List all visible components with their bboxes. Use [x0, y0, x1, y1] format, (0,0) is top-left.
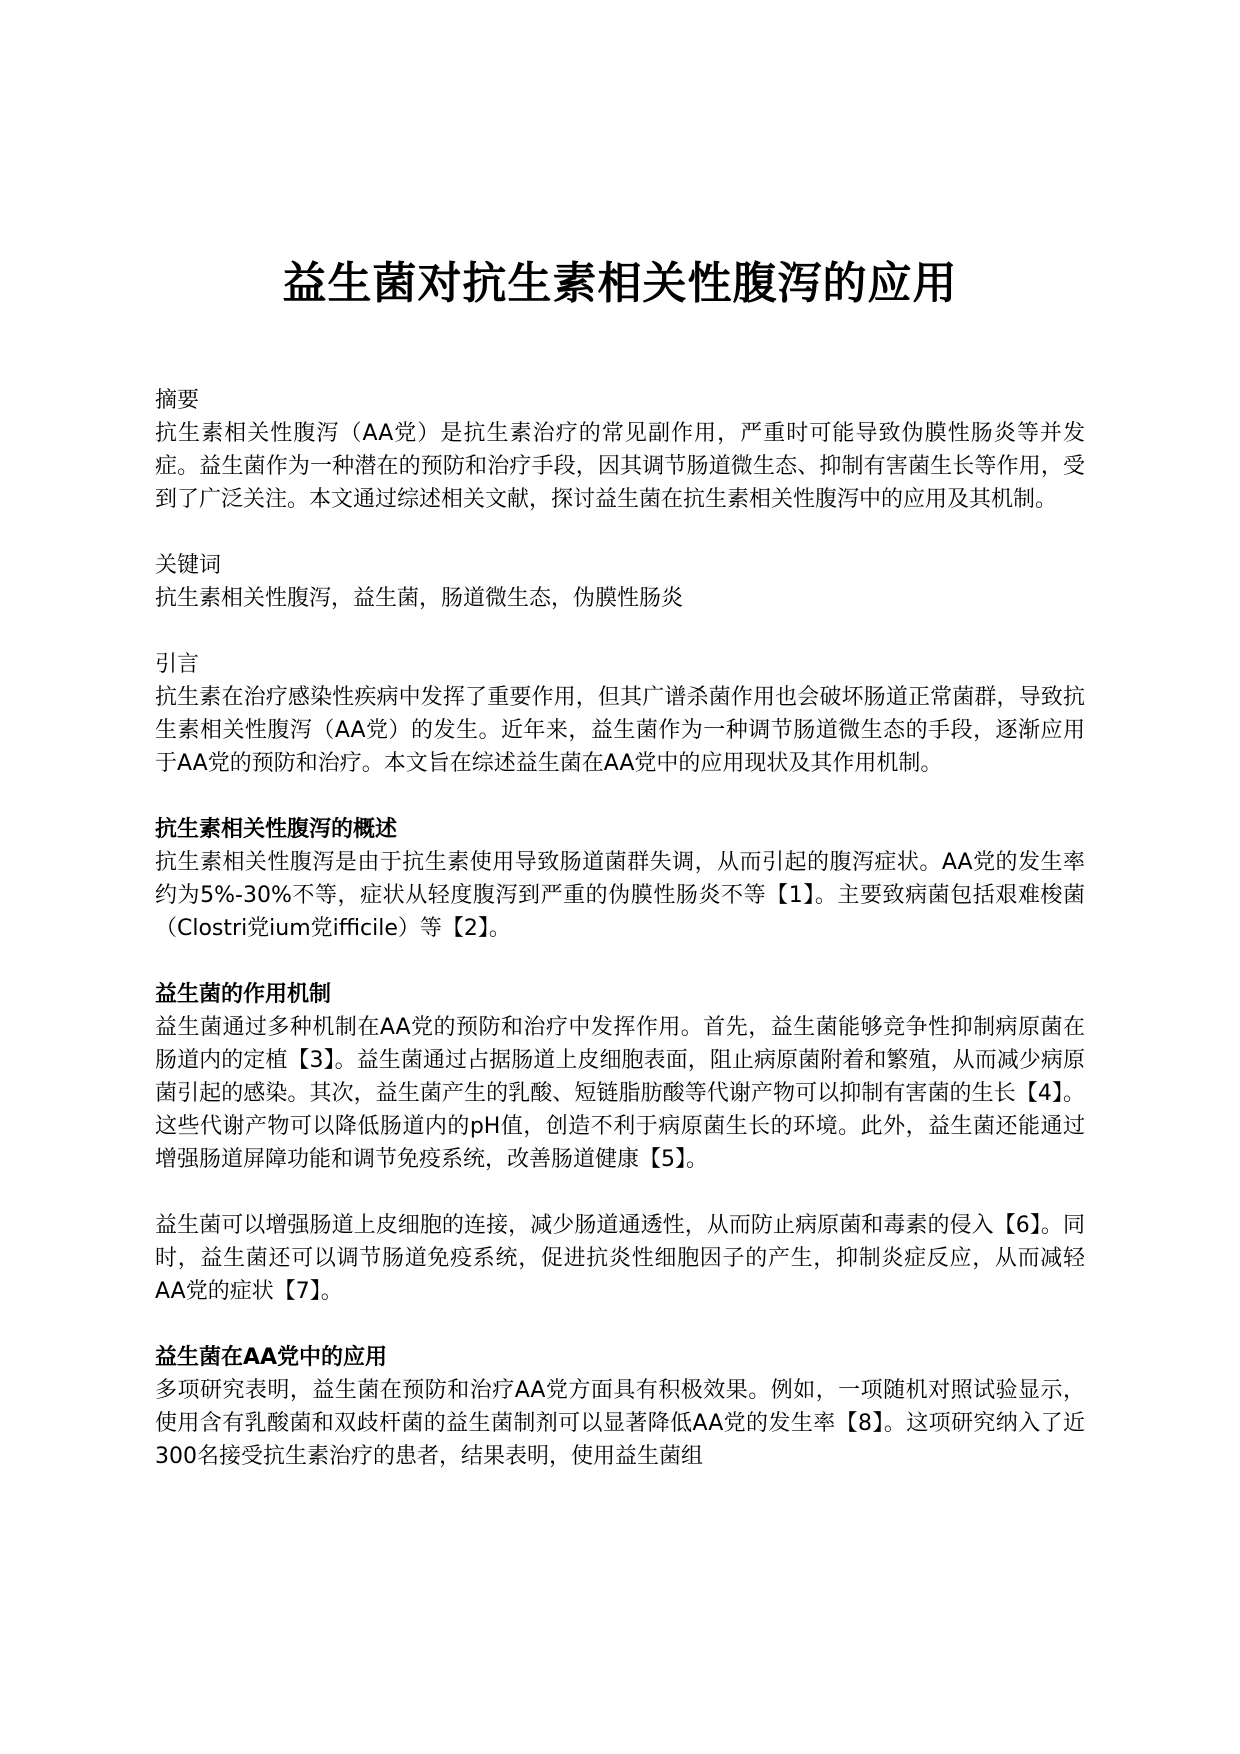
- section-introduction: [155, 648, 1085, 780]
- mechanism-paragraph-1: 益生菌通过多种机制在AA党的预防和治疗中发挥作用。首先，益生菌能够竞争性抑制病原菌在肠道内的定植【3】。益生菌通过占据肠道上皮细胞表面，阻止病原菌附着和繁殖，从而减少病原菌引起的感染。其次，益生菌产生的乳酸、短链脂肪酸等代谢产物可以抑制有害菌的生长【4】。这些代谢产物可以降低肠道内的pH值，创造不利于病原菌生长的环境。此外，益生菌还能通过增强肠道屏障功能和调节免疫系统，改善肠道健康【5】。: [155, 1015, 1085, 1172]
- mechanism-paragraph-2: 益生菌可以增强肠道上皮细胞的连接，减少肠道通透性，从而防止病原菌和毒素的侵入【6】。同时，益生菌还可以调节肠道免疫系统，促进抗炎性细胞因子的产生，抑制炎症反应，从而减轻AA党的症状【7】。: [155, 1213, 1085, 1304]
- application-paragraph: 多项研究表明，益生菌在预防和治疗AA党方面具有积极效果。例如，一项随机对照试验显示，使用含有乳酸菌和双歧杆菌的益生菌制剂可以显著降低AA党的发生率【8】。这项研究纳入了近300名接受抗生素治疗的患者，结果表明，使用益生菌组: [155, 1378, 1085, 1469]
- overview-paragraph: 抗生素相关性腹泻是由于抗生素使用导致肠道菌群失调，从而引起的腹泻症状。AA党的发生率约为5%-30%不等，症状从轻度腹泻到严重的伪膜性肠炎不等【1】。主要致病菌包括艰难梭菌（Clostri党ium党ifficile）等【2】。: [155, 850, 1085, 941]
- section-heading-mechanism: 益生菌的作用机制: [155, 982, 332, 1007]
- section-abstract: [155, 384, 1085, 516]
- section-overview: [155, 813, 1085, 945]
- section-heading-abstract: 摘要: [155, 388, 200, 413]
- section-heading-application: 益生菌在AA党中的应用: [155, 1345, 388, 1370]
- introduction-paragraph: 抗生素在治疗感染性疾病中发挥了重要作用，但其广谱杀菌作用也会破坏肠道正常菌群，导致抗生素相关性腹泻（AA党）的发生。近年来，益生菌作为一种调节肠道微生态的手段，逐渐应用于AA党的预防和治疗。本文旨在综述益生菌在AA党中的应用现状及其作用机制。: [155, 685, 1085, 776]
- section-heading-overview: 抗生素相关性腹泻的概述: [155, 817, 398, 842]
- section-heading-keywords: 关键词: [155, 553, 222, 578]
- section-mechanism: [155, 978, 1085, 1308]
- abstract-paragraph: 抗生素相关性腹泻（AA党）是抗生素治疗的常见副作用，严重时可能导致伪膜性肠炎等并发症。益生菌作为一种潜在的预防和治疗手段，因其调节肠道微生态、抑制有害菌生长等作用，受到了广泛关注。本文通过综述相关文献，探讨益生菌在抗生素相关性腹泻中的应用及其机制。: [155, 421, 1085, 512]
- section-heading-introduction: 引言: [155, 652, 200, 677]
- keywords-paragraph: 抗生素相关性腹泻，益生菌，肠道微生态，伪膜性肠炎: [155, 586, 684, 611]
- section-application: [155, 1341, 1085, 1473]
- section-keywords: [155, 549, 1085, 615]
- document-body: [155, 384, 1085, 1506]
- document-title: 益生菌对抗生素相关性腹泻的应用: [282, 258, 958, 309]
